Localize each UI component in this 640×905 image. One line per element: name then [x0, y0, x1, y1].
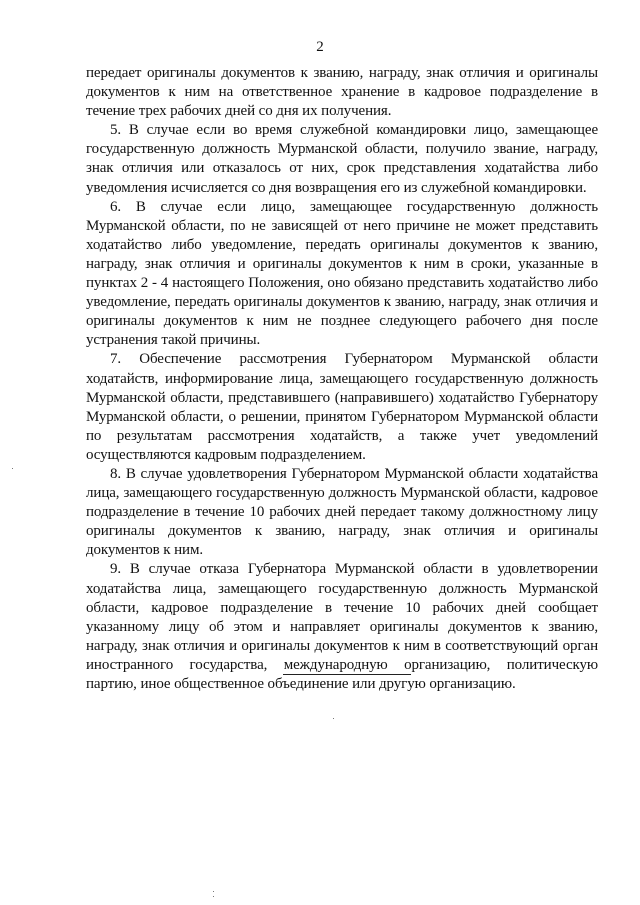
scan-speck — [213, 891, 214, 892]
paragraph-continuation: передает оригиналы документов к званию, награду, знак отличия и оригиналы документов к ним на ответственное хранение в кадровое подразделение в течение трех рабочих дней со дня их получения. — [86, 65, 598, 120]
document-body — [86, 64, 598, 694]
scan-speck — [333, 718, 334, 719]
page-number: 2 — [316, 39, 324, 55]
paragraph-7: 7. Обеспечение рассмотрения Губернатором Мурманской области ходатайств, информирование лица, замещающего государственную должность Мурманской области, представившего (направившего) ходатайство Губернатору Мурманской области, о решении, принятом Губернатором Мурманской области по результатам рассмотрения ходатайств, а также учет уведомлений осуществляются кадровым подразделением. — [86, 351, 598, 463]
paragraph-9: 9. В случае отказа Губернатора Мурманской области в удовлетворении ходатайства лица, замещающего государственную должность Мурманской области, кадровое подразделение в течение 10 рабочих дней сообщает указанному лицу об этом и направляет оригиналы документов к званию, награду, знак отличия и оригиналы документов к ним в соответствующий орган иностранного государства, международную организацию, политическую партию, иное общественное объединение или другую организацию. — [86, 561, 598, 692]
paragraph-5: 5. В случае если во время служебной командировки лицо, замещающее государственную должность Мурманской области, получило звание, награду, знак отличия или отказалось от них, срок представления ходатайства либо уведомления исчисляется со дня возвращения его из служебной командировки. — [86, 122, 598, 196]
paragraph-8: 8. В случае удовлетворения Губернатором Мурманской области ходатайства лица, замещающего государственную должность Мурманской области, кадровое подразделение в течение 10 рабочих дней передает такому должностному лицу оригиналы документов к званию, награду, знак отличия и оригиналы документов к ним. — [86, 465, 598, 559]
paragraph-6: 6. В случае если лицо, замещающее государственную должность Мурманской области, по не зависящей от него причине не может представить ходатайство либо уведомление, передать оригиналы документов к званию, награду, знак отличия и оригиналы документов к ним в сроки, указанные в пунктах 2 - 4 настоящего Положения, оно обязано представить ходатайство либо уведомление, передать оригиналы документов к званию, награду, знак отличия и оригиналы документов к ним не позднее следующего рабочего дня после устранения такой причины. — [86, 198, 598, 349]
end-of-document-rule — [283, 674, 411, 675]
scan-speck — [213, 896, 214, 897]
scan-speck — [12, 468, 13, 469]
